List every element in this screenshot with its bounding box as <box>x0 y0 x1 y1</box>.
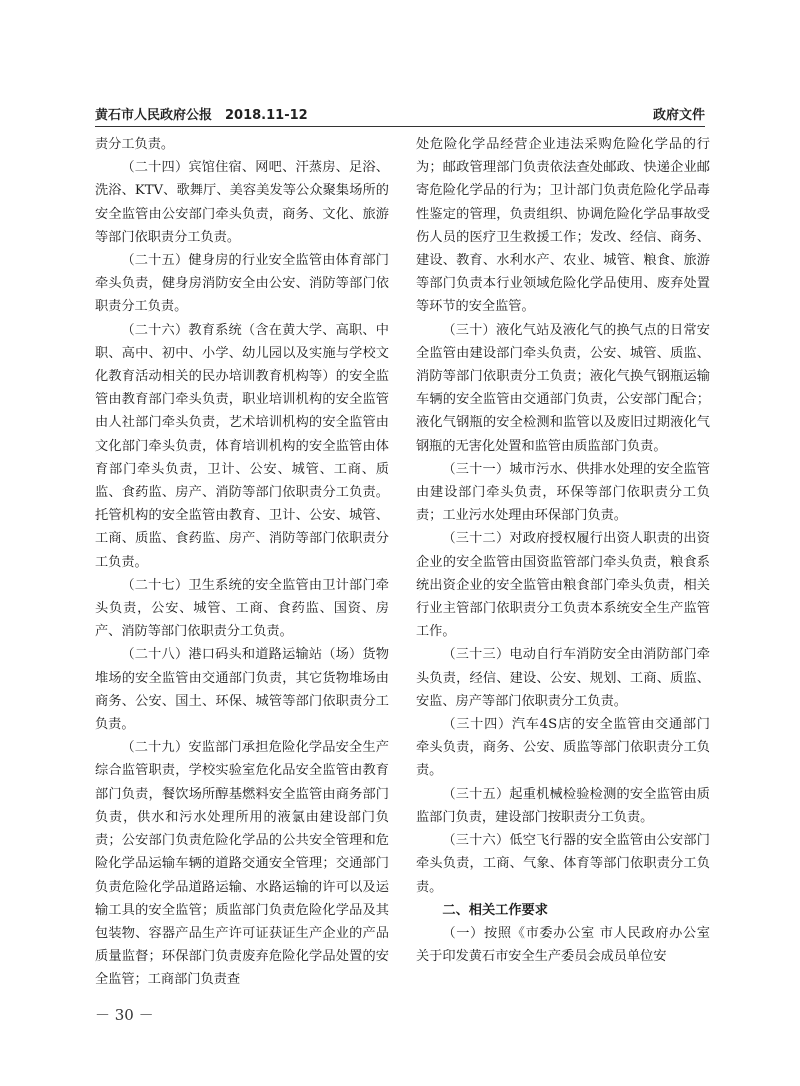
header-publication: 黄石市人民政府公报 2018.11-12 <box>95 108 308 123</box>
left-column <box>95 133 389 992</box>
paragraph: （三十五）起重机械检验检测的安全监管由质监部门负责，建设部门按职责分工负责。 <box>416 786 710 825</box>
paragraph: （三十二）对政府授权履行出资人职责的出资企业的安全监管由国资监管部门牵头负责，粮食系统出资企业的安全监管由粮食部门牵头负责，相关行业主管部门依职责分工负责本系统安全生产监管工作。 <box>416 531 710 640</box>
paragraph: （二十八）港口码头和道路运输站（场）货物堆场的安全监管由交通部门负责，其它货物堆场由商务、公安、国土、环保、城管等部门依职责分工负责。 <box>95 647 389 733</box>
paragraph: （二十七）卫生系统的安全监管由卫计部门牵头负责，公安、城管、工商、食药监、国资、房产、消防等部门依职责分工负责。 <box>95 577 389 640</box>
paragraph: （二十九）安监部门承担危险化学品安全生产综合监管职责，学校实验室危化品安全监管由教育部门负责，餐饮场所醇基燃料安全监管由商务部门负责，供水和污水处理所用的液氯由建设部门负责；公安部门负责危险化学品的公共安全管理和危险化学品运输车辆的道路交通安全管理；交通部门负责危险化学品道路运输、水路运输的许可以及运输工具的安全监管；质监部门负责危险化学品及其包装物、容器产品生产许可证获证生产企业的产品质量监督；环保部门负责废弃危险化学品处置的安全监管；工商部门负责查 <box>95 740 389 988</box>
paragraph: 责分工负责。 <box>95 137 175 152</box>
page-header <box>95 104 705 126</box>
page-number: － 30 － <box>95 1006 154 1024</box>
paragraph: 处危险化学品经营企业违法采购危险化学品的行为；邮政管理部门负责依法查处邮政、快递企业邮寄危险化学品的行为；卫计部门负责危险化学品毒性鉴定的管理，负责组织、协调危险化学品事故受伤人员的医疗卫生救援工作；发改、经信、商务、建设、教育、水利水产、农业、城管、粮食、旅游等部门负责本行业领域危险化学品使用、废弃处置等环节的安全监管。 <box>416 137 710 315</box>
right-column <box>416 133 710 968</box>
section-heading: 二、相关工作要求 <box>442 902 548 918</box>
paragraph: （三十三）电动自行车消防安全由消防部门牵头负责，经信、建设、公安、规划、工商、质监、安监、房产等部门依职责分工负责。 <box>416 647 710 709</box>
header-section: 政府文件 <box>652 108 705 123</box>
paragraph: （一）按照《市委办公室 市人民政府办公室关于印发黄石市安全生产委员会成员单位安 <box>416 925 710 965</box>
paragraph: （二十四）宾馆住宿、网吧、汗蒸房、足浴、洗浴、KTV、歌舞厅、美容美发等公众聚集场所的安全监管由公安部门牵头负责，商务、文化、旅游等部门依职责分工负责。 <box>95 160 389 245</box>
paragraph: （三十六）低空飞行器的安全监管由公安部门牵头负责，工商、气象、体育等部门依职责分工负责。 <box>416 833 710 895</box>
paragraph: （二十五）健身房的行业安全监管由体育部门牵头负责，健身房消防安全由公安、消防等部门依职责分工负责。 <box>95 253 389 315</box>
paragraph: （三十四）汽车4S店的安全监管由交通部门牵头负责，商务、公安、质监等部门依职责分工负责。 <box>416 717 710 779</box>
paragraph: （三十一）城市污水、供排水处理的安全监管由建设部门牵头负责，环保等部门依职责分工负责；工业污水处理由环保部门负责。 <box>416 461 710 524</box>
paragraph: （三十）液化气站及液化气的换气点的日常安全监管由建设部门牵头负责，公安、城管、质监、消防等部门依职责分工负责；液化气换气钢瓶运输车辆的安全监管由交通部门负责，公安部门配合；液化气钢瓶的安全检测和监管以及废旧过期液化气钢瓶的无害化处置和监管由质监部门负责。 <box>416 322 710 454</box>
paragraph: （二十六）教育系统（含在黄大学、高职、中职、高中、初中、小学、幼儿园以及实施与学校文化教育活动相关的民办培训教育机构等）的安全监管由教育部门牵头负责，职业培训机构的安全监管由人社部门牵头负责，艺术培训机构的安全监管由文化部门牵头负责，体育培训机构的安全监管由体育部门牵头负责，卫计、公安、城管、工商、质监、食药监、房产、消防等部门依职责分工负责。托管机构的安全监管由教育、卫计、公安、城管、工商、质监、食药监、房产、消防等部门依职责分工负责。 <box>95 322 389 570</box>
header-rule <box>95 126 705 127</box>
